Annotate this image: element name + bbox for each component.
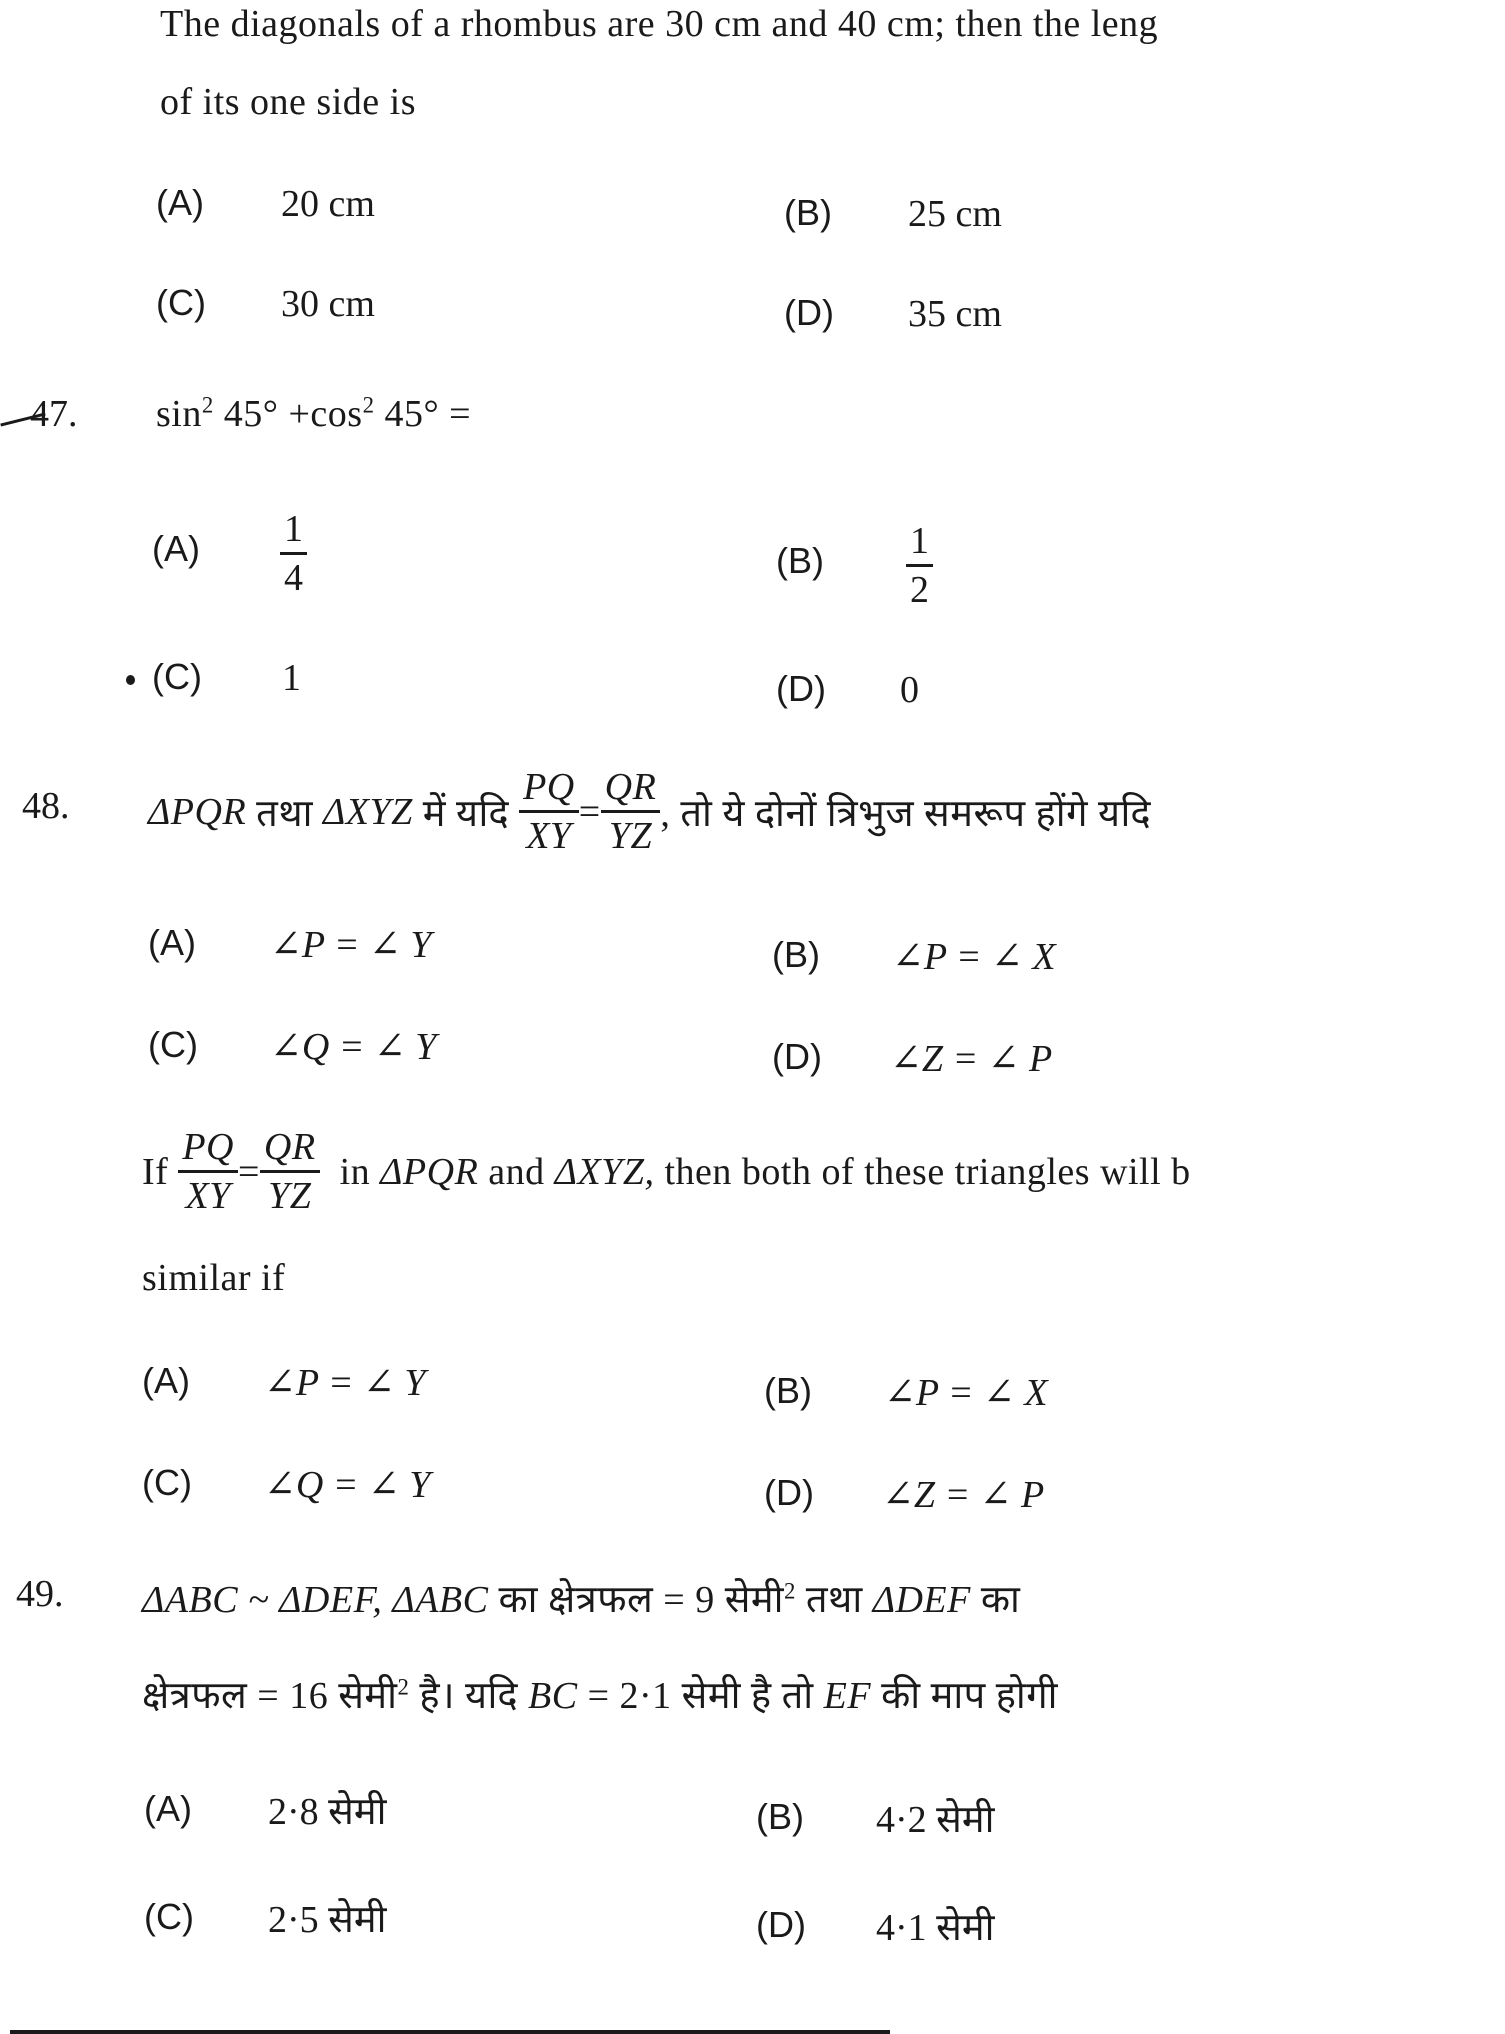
q46-option-c-label: (C) <box>156 282 206 323</box>
q48-en-option-d-label: (D) <box>764 1472 814 1513</box>
q49-text-d: की माप होगी <box>871 1675 1058 1717</box>
q47-sin: sin <box>156 393 202 435</box>
q49-triangles: ΔABC ~ ΔDEF, ΔABC <box>142 1579 489 1621</box>
q47-option-b-value <box>906 522 933 609</box>
q49-text-c: = 2·1 सेमी है तो <box>577 1675 824 1717</box>
frac-den: XY <box>185 1175 231 1217</box>
q49-number: 49. <box>16 1573 64 1615</box>
q48-en-option-d-value: ∠Z = ∠ P <box>882 1474 1045 1516</box>
q48-hi-option-a-value: ∠P = ∠ Y <box>270 924 432 966</box>
q48-hi-option-c-value: ∠Q = ∠ Y <box>270 1026 437 1068</box>
q48-en-option-a-label: (A) <box>142 1360 190 1401</box>
q49-and: तथा <box>795 1579 873 1621</box>
q47-option-a-value <box>280 510 307 597</box>
q49-option-c-label: (C) <box>144 1896 194 1937</box>
q48-hi-post: , तो ये दोनों त्रिभुज समरूप होंगे यदि <box>660 792 1152 835</box>
frac-den: YZ <box>608 815 653 857</box>
q47-cos: +cos <box>288 393 363 435</box>
q48-en-line2: similar if <box>142 1257 286 1299</box>
q48-en-option-a-value: ∠P = ∠ Y <box>264 1362 426 1404</box>
q48-hi-option-c-label: (C) <box>148 1024 198 1065</box>
q47-angle2: 45° = <box>384 393 472 435</box>
q46-stem-line2: of its one side is <box>160 81 416 123</box>
q48-hi-pqr: ΔPQR <box>148 790 247 833</box>
q47-option-a-label: (A) <box>152 528 200 569</box>
q46-option-b-value: 25 cm <box>908 193 1002 235</box>
q46-option-d-label: (D) <box>784 292 834 333</box>
answer-mark-dot <box>126 675 135 685</box>
frac-num: PQ <box>178 1128 238 1173</box>
q47-option-d-label: (D) <box>776 668 826 709</box>
q46-option-a-label: (A) <box>156 182 204 223</box>
q48-en-pqr: ΔPQR <box>380 1150 479 1193</box>
q47-b-den: 2 <box>910 569 929 611</box>
q47-stem <box>156 392 471 436</box>
q47-option-d-value: 0 <box>900 669 919 711</box>
q46-option-a-value: 20 cm <box>281 183 375 225</box>
q48-hi-xyz: ΔXYZ <box>322 790 413 833</box>
q47-b-num: 1 <box>906 522 933 567</box>
bottom-rule <box>10 2030 890 2034</box>
q48-en-option-c-label: (C) <box>142 1462 192 1503</box>
q49-exp2: 2 <box>397 1674 410 1700</box>
q48-en-in: in <box>329 1150 381 1193</box>
q49-area2: क्षेत्रफल = 16 सेमी <box>142 1675 398 1717</box>
q49-option-d-value: 4·1 सेमी <box>876 1907 995 1949</box>
q48-en-option-b-label: (B) <box>764 1370 812 1411</box>
q48-hi-option-a-label: (A) <box>148 922 196 963</box>
q49-ef: EF <box>823 1675 872 1717</box>
q48-en-frac1 <box>178 1128 238 1215</box>
q48-hi-option-b-label: (B) <box>772 934 820 975</box>
q47-angle1: 45° <box>223 393 279 435</box>
q46-stem-line1: The diagonals of a rhombus are 30 cm and 40 cm; then the leng <box>160 3 1159 45</box>
q47-exp1: 2 <box>201 392 214 418</box>
q47-exp2: 2 <box>362 392 375 418</box>
q48-en-eq: = <box>237 1150 260 1193</box>
q49-def: ΔDEF <box>872 1579 971 1621</box>
frac-num: QR <box>601 768 661 813</box>
q49-exp1: 2 <box>783 1578 796 1604</box>
q48-english-stem <box>142 1128 1191 1215</box>
q48-hi-option-b-value: ∠P = ∠ X <box>892 936 1056 978</box>
q49-option-b-label: (B) <box>756 1796 804 1837</box>
q49-text-b: है। यदि <box>409 1675 529 1717</box>
frac-den: YZ <box>268 1175 312 1217</box>
frac-num: PQ <box>519 768 579 813</box>
q49-option-c-value: 2·5 सेमी <box>268 1899 387 1941</box>
q49-area1: का क्षेत्रफल = 9 सेमी <box>488 1579 784 1621</box>
q48-en-frac2 <box>260 1128 320 1215</box>
q46-option-c-value: 30 cm <box>281 283 375 325</box>
q47-option-b-label: (B) <box>776 540 824 581</box>
q48-en-option-b-value: ∠P = ∠ X <box>884 1372 1048 1414</box>
q47-number: 47. <box>30 393 78 435</box>
q49-line1 <box>142 1572 1020 1624</box>
q48-hi-text2: में यदि <box>412 792 520 835</box>
q49-line2 <box>142 1668 1058 1720</box>
q48-hi-text1: तथा <box>246 792 323 835</box>
q47-option-c-value: 1 <box>282 657 301 699</box>
q49-option-a-label: (A) <box>144 1788 192 1829</box>
q48-en-and: and <box>478 1150 555 1193</box>
q49-bc: BC <box>528 1675 578 1717</box>
frac-num: QR <box>260 1128 320 1173</box>
q48-hindi-stem <box>148 768 1151 855</box>
q49-option-b-value: 4·2 सेमी <box>876 1799 995 1841</box>
q46-option-b-label: (B) <box>784 192 832 233</box>
q48-hi-option-d-label: (D) <box>772 1036 822 1077</box>
q48-hi-frac1 <box>519 768 579 855</box>
q49-option-a-value: 2·8 सेमी <box>268 1791 387 1833</box>
q47-a-den: 4 <box>284 557 303 599</box>
q48-en-if: If <box>142 1150 169 1193</box>
q48-en-option-c-value: ∠Q = ∠ Y <box>264 1464 431 1506</box>
frac-den: XY <box>526 815 572 857</box>
q48-en-xyz: ΔXYZ, <box>554 1150 655 1193</box>
q47-option-c-label: (C) <box>152 656 202 697</box>
q48-number: 48. <box>22 785 70 827</box>
q49-option-d-label: (D) <box>756 1904 806 1945</box>
q46-option-d-value: 35 cm <box>908 293 1002 335</box>
q48-hi-eq: = <box>578 790 601 833</box>
q47-a-num: 1 <box>280 510 307 555</box>
q48-hi-frac2 <box>601 768 661 855</box>
q48-en-rest: then both of these triangles will b <box>654 1150 1191 1193</box>
q48-hi-option-d-value: ∠Z = ∠ P <box>890 1038 1053 1080</box>
q49-ka: का <box>970 1579 1021 1621</box>
